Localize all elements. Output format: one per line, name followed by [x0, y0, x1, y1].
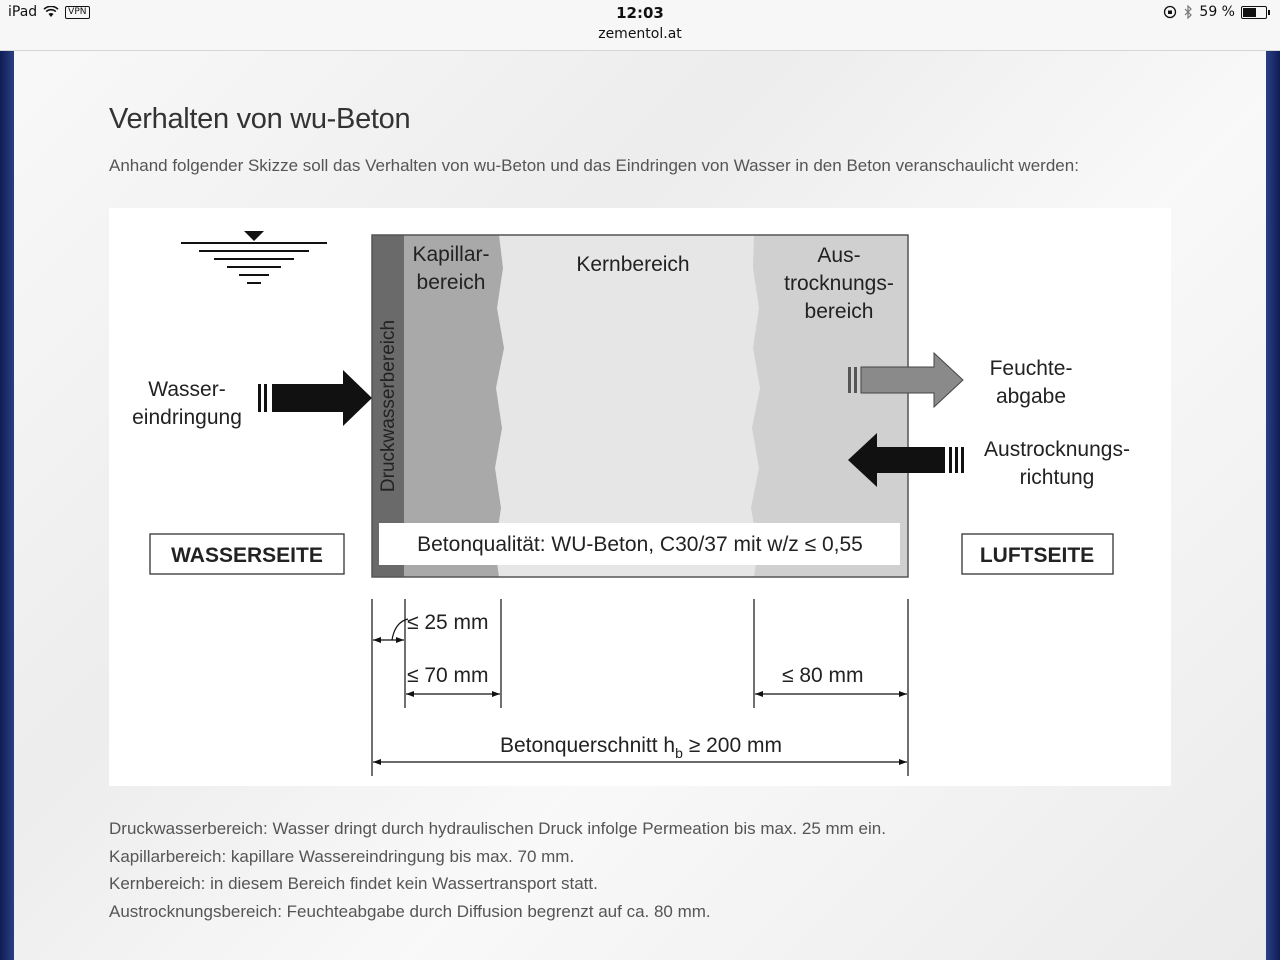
feuchteabgabe-label-2: abgabe	[995, 385, 1067, 408]
kern-label: Kernbereich	[576, 253, 690, 276]
orientation-lock-icon	[1163, 5, 1177, 19]
kapillar-label-1: Kapillar-	[412, 243, 490, 266]
vpn-badge: VPN	[65, 6, 89, 19]
frame-right	[1266, 51, 1280, 960]
dim-total-suffix: ≥ 200 mm	[682, 734, 782, 757]
water-inflow-arrow-icon	[258, 370, 372, 426]
status-center	[0, 4, 1280, 42]
intro-text: Anhand folgender Skizze soll das Verhalten von wu-Beton und das Eindringen von Wasser in den Beton veranschaulicht werden:	[109, 156, 1079, 175]
battery-percent: 59 %	[1199, 4, 1235, 20]
austrocknung-label-3: bereich	[804, 300, 874, 323]
bluetooth-icon	[1183, 5, 1193, 19]
water-level-icon	[181, 231, 327, 283]
wasserseite-label: WASSERSEITE	[171, 544, 323, 567]
page-content	[14, 51, 1266, 960]
battery-icon	[1241, 6, 1267, 19]
status-bar	[0, 0, 1280, 51]
austrocknungsrichtung-label-1: Austrocknungs-	[984, 438, 1130, 461]
clock: 12:03	[616, 4, 664, 22]
druckwasser-label: Druckwasserbereich	[378, 319, 399, 493]
dim-25-label: ≤ 25 mm	[407, 611, 489, 634]
wasser-eindringung-label-1: Wasser-	[148, 378, 226, 401]
note-austrocknung: Austrocknungsbereich: Feuchteabgabe durch Diffusion begrenzt auf ca. 80 mm.	[109, 901, 711, 921]
luftseite-label: LUFTSEITE	[979, 544, 1095, 567]
battery-fill	[1243, 8, 1256, 17]
dim-70-label: ≤ 70 mm	[407, 664, 489, 687]
note-druckwasser: Druckwasserbereich: Wasser dringt durch hydraulischen Druck infolge Permeation bis max. 25 mm ein.	[109, 819, 886, 838]
address-url[interactable]: zementol.at	[598, 26, 682, 42]
dim-total-label	[500, 734, 782, 761]
note-kapillar: Kapillarbereich: kapillare Wassereindringung bis max. 70 mm.	[109, 846, 575, 866]
device-label: iPad	[8, 4, 38, 20]
austrocknung-label-2: trocknungs-	[784, 272, 894, 295]
dim-80-label: ≤ 80 mm	[782, 664, 864, 687]
betonqualitaet-label: Betonqualität: WU-Beton, C30/37 mit w/z ≤ 0,55	[417, 533, 863, 556]
dim-total-prefix: Betonquerschnitt h	[500, 734, 676, 757]
feuchteabgabe-label-1: Feuchte-	[989, 357, 1073, 380]
concrete-diagram	[109, 208, 1171, 786]
kapillar-label-2: bereich	[416, 271, 486, 294]
austrocknung-label-1: Aus-	[817, 244, 861, 267]
page-title: Verhalten von wu-Beton	[109, 103, 411, 135]
austrocknungsrichtung-label-2: richtung	[1019, 466, 1095, 489]
note-kern: Kernbereich: in diesem Bereich findet kein Wassertransport statt.	[109, 874, 598, 893]
status-right	[1163, 4, 1270, 20]
frame-left	[0, 51, 14, 960]
diagram-figure	[109, 208, 1171, 786]
dim-total-subscript: b	[675, 745, 683, 761]
zone-notes	[109, 815, 886, 925]
battery-tip	[1268, 10, 1270, 15]
wasser-eindringung-label-2: eindringung	[132, 406, 242, 429]
